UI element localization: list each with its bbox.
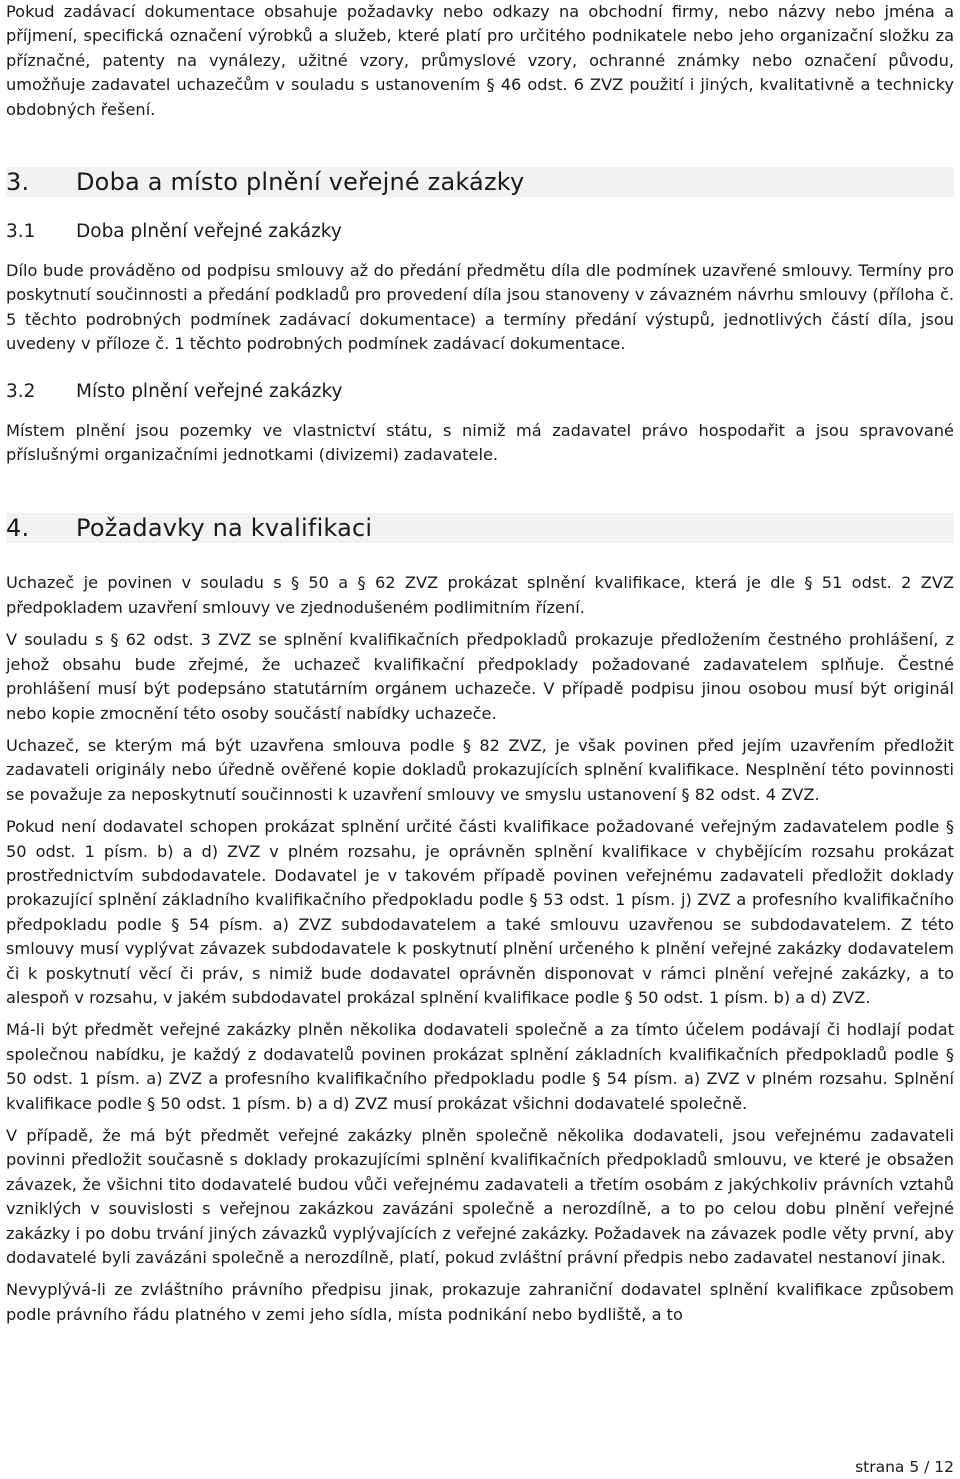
page-number: strana 5 / 12 [855,1458,954,1476]
subsection-3-1-number: 3.1 [6,221,36,243]
section-4-number: 4. [6,514,30,543]
document-page [6,0,954,1327]
subsection-3-1-title: Doba plnění veřejné zakázky [76,221,342,243]
section-4-title: Požadavky na kvalifikaci [76,514,373,543]
subsection-3-2-title: Místo plnění veřejné zakázky [76,380,343,402]
intro-paragraph: Pokud zadávací dokumentace obsahuje požadavky nebo odkazy na obchodní firmy, nebo názvy nebo jména a příjmení, specifická označení výrobků a služeb, které platí pro určitého podnikatele nebo jeho organizační složku za příznačné, patenty na vynálezy, užitné vzory, průmyslové vzory, ochranné známky nebo označení původu, umožňuje zadavatel uchazečům v souladu s ustanovením § 46 odst. 6 ZVZ použití i jiných, kvalitativně a technicky obdobných řešení. [6,2,954,119]
section-4-paragraph-3: Uchazeč, se kterým má být uzavřena smlouva podle § 82 ZVZ, je však povinen před jejím uzavřením předložit zadavateli originály nebo úředně ověřené kopie dokladů prokazujících splnění kvalifikace. Nesplnění této povinnosti se považuje za neposkytnutí součinnosti k uzavření smlouvy ve smyslu ustanovení § 82 odst. 4 ZVZ. [6,735,954,804]
section-4-paragraph-1: Uchazeč je povinen v souladu s § 50 a § 62 ZVZ prokázat splnění kvalifikace, která je dle § 51 odst. 2 ZVZ předpokladem uzavření smlouvy ve zjednodušeném podlimitním řízení. [6,573,954,617]
section-3-title: Doba a místo plnění veřejné zakázky [76,168,525,197]
section-3-heading [6,167,954,197]
subsection-3-2-paragraph: Místem plnění jsou pozemky ve vlastnictví státu, s nimiž má zadavatel právo hospodařit a jsou spravované příslušnými organizačními jednotkami (divizemi) zadavatele. [6,420,954,465]
section-4-paragraph-2: V souladu s § 62 odst. 3 ZVZ se splnění kvalifikačních předpokladů prokazuje předložením čestného prohlášení, z jehož obsahu bude zřejmé, že uchazeč kvalifikační předpoklady požadované zadavatelem splňuje. Čestné prohlášení musí být podepsáno statutárním orgánem uchazeče. V případě podpisu jinou osobou musí být originál nebo kopie zmocnění této osoby součástí nabídky uchazeče. [6,630,954,723]
subsection-3-1-paragraph: Dílo bude prováděno od podpisu smlouvy až do předání předmětu díla dle podmínek uzavřené smlouvy. Termíny pro poskytnutí součinnosti a předání podkladů pro provedení díla jsou stanoveny v závazném návrhu smlouvy (příloha č. 5 těchto podrobných podmínek zadávací dokumentace) a termíny předání výstupů, jednotlivých částí díla, jsou uvedeny v příloze č. 1 těchto podrobných podmínek zadávací dokumentace. [6,261,954,354]
section-4-heading [6,513,954,543]
section-4-paragraph-6: V případě, že má být předmět veřejné zakázky plněn společně několika dodavateli, jsou veřejnému zadavateli povinni předložit současně s doklady prokazujícími splnění kvalifikačních předpokladů smlouvu, ve které je obsažen závazek, že všichni tito dodavatelé budou vůči veřejnému zadavateli a třetím osobám z jakýchkoliv právních vztahů vzniklých v souvislosti s veřejnou zakázkou zavázáni společně a nerozdílně, a to po celou dobu plnění veřejné zakázky i po dobu trvání jiných závazků vyplývajících z veřejné zakázky. Požadavek na závazek podle věty první, aby dodavatelé byli zavázáni společně a nerozdílně, platí, pokud zvláštní právní předpis nebo zadavatel nestanoví jinak. [6,1126,954,1268]
subsection-3-1-heading [6,219,954,245]
section-3-number: 3. [6,168,30,197]
subsection-3-2-heading [6,379,954,405]
section-4-paragraph-5: Má-li být předmět veřejné zakázky plněn několika dodavateli společně a za tímto účelem podávají či hodlají podat společnou nabídku, je každý z dodavatelů povinen prokázat splnění základních kvalifikačních předpokladů podle § 50 odst. 1 písm. a) ZVZ a profesního kvalifikačního předpokladu podle § 54 písm. a) ZVZ v plném rozsahu. Splnění kvalifikace podle § 50 odst. 1 písm. b) a d) ZVZ musí prokázat všichni dodavatelé společně. [6,1020,954,1113]
subsection-3-2-number: 3.2 [6,380,36,402]
section-4-paragraph-7: Nevyplývá-li ze zvláštního právního předpisu jinak, prokazuje zahraniční dodavatel splnění kvalifikace způsobem podle právního řádu platného v zemi jeho sídla, místa podnikání nebo bydliště, a to [6,1280,954,1324]
section-4-paragraph-4: Pokud není dodavatel schopen prokázat splnění určité části kvalifikace požadované veřejným zadavatelem podle § 50 odst. 1 písm. b) a d) ZVZ v plném rozsahu, je oprávněn splnění kvalifikace v chybějícím rozsahu prokázat prostřednictvím subdodavatele. Dodavatel je v takovém případě povinen veřejnému zadavateli předložit doklady prokazující splnění základního kvalifikačního předpokladu podle § 53 odst. 1 písm. j) ZVZ a profesního kvalifikačního předpokladu podle § 54 písm. a) ZVZ subdodavatelem a také smlouvu uzavřenou se subdodavatelem. Z této smlouvy musí vyplývat závazek subdodavatele k poskytnutí plnění určeného k plnění veřejné zakázky dodavatelem či k poskytnutí věcí či práv, s nimiž bude dodavatel oprávněn disponovat v rámci plnění veřejné zakázky, a to alespoň v rozsahu, v jakém subdodavatel prokázal splnění kvalifikace podle § 50 odst. 1 písm. b) a d) ZVZ. [6,817,954,1007]
